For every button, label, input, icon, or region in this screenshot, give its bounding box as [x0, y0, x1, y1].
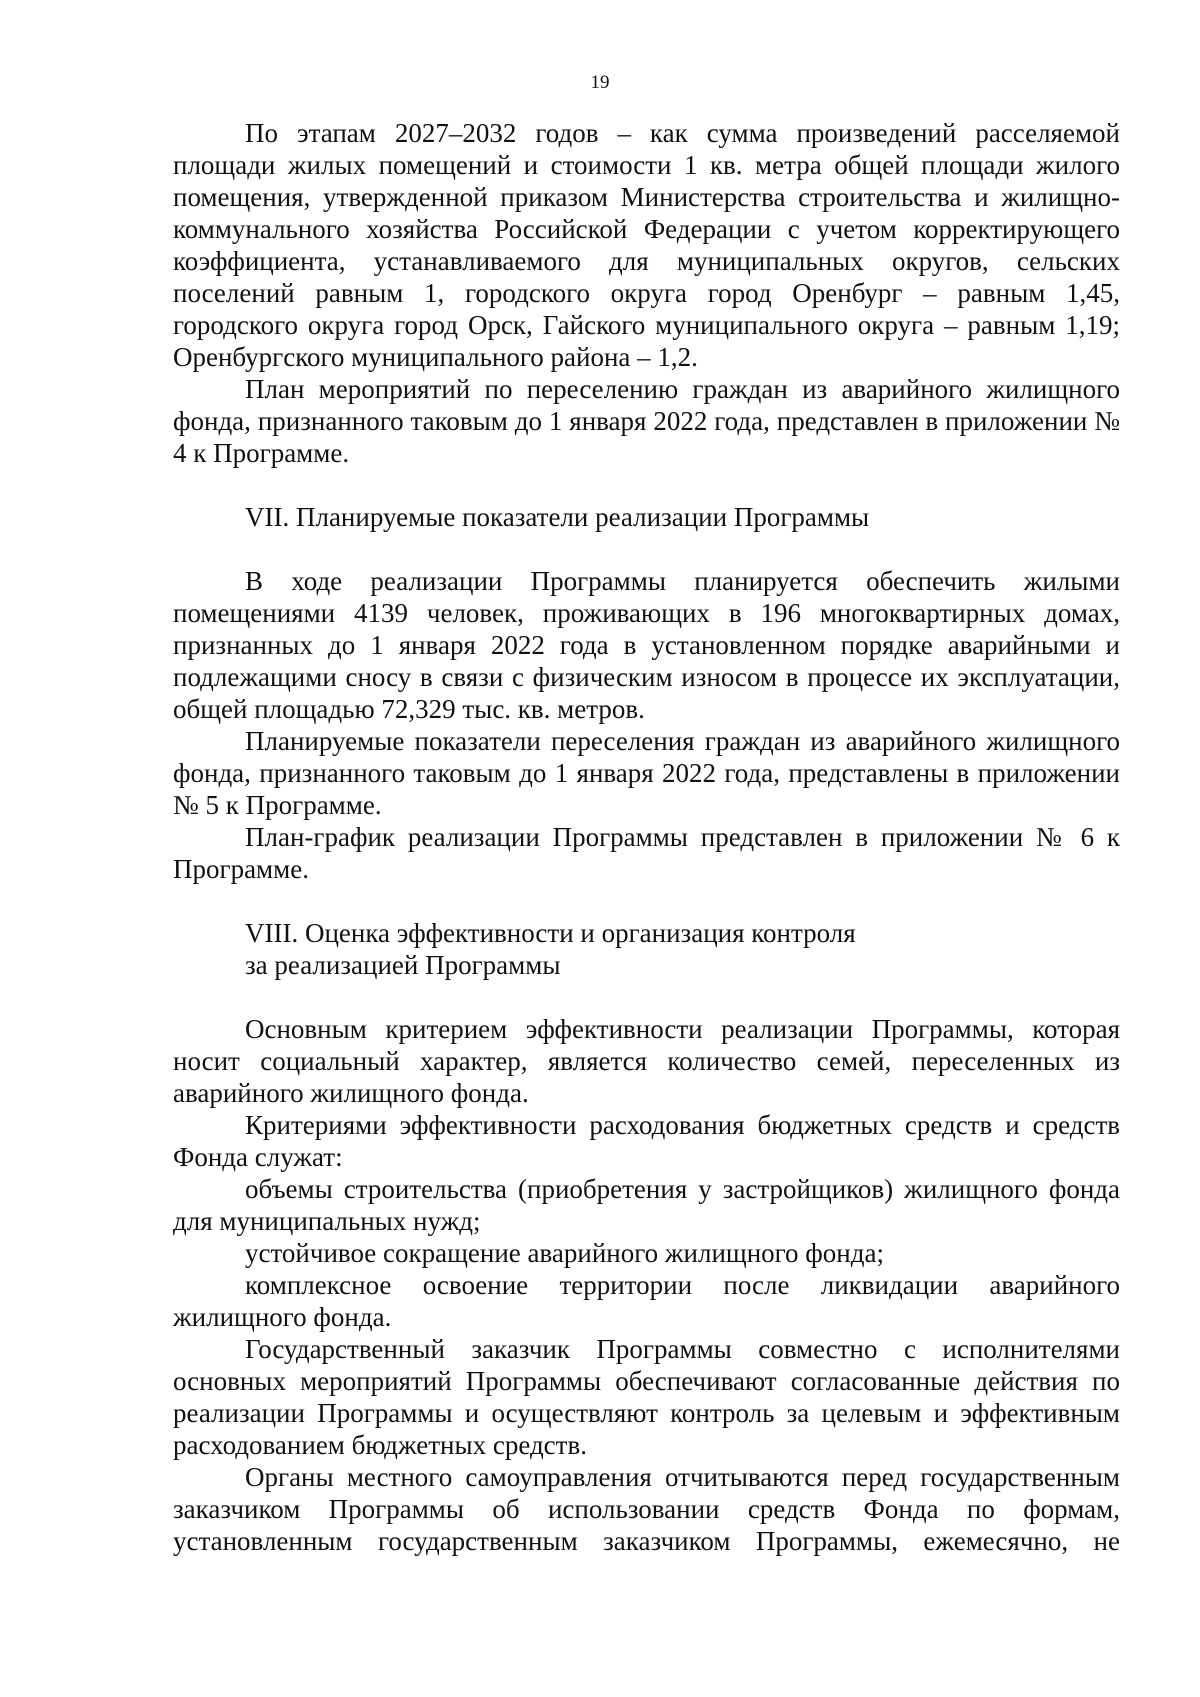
document-body — [173, 117, 1120, 1557]
section-8-title-line-2: за реализацией Программы — [245, 950, 561, 980]
section-7-title: VII. Планируемые показатели реализации Программы — [245, 502, 870, 532]
page-number: 19 — [590, 72, 610, 93]
paragraph-efficiency-criteria: Критериями эффективности расходования бюджетных средств и средств Фонда служат: — [173, 1110, 1120, 1172]
paragraph-local-government: Органы местного самоуправления отчитываются перед государственным заказчиком Программы об использовании средств Фонда по формам, установленным государственным заказчиком Программы, ежемесячно, не — [173, 1462, 1120, 1556]
paragraph-reduction: устойчивое сокращение аварийного жилищного фонда; — [245, 1238, 884, 1268]
paragraph-planned-indicators: Планируемые показатели переселения граждан из аварийного жилищного фонда, признанного таковым до 1 января 2022 года, представлены в приложении № 5 к Программе. — [173, 726, 1120, 820]
paragraph-resettlement-plan: План мероприятий по переселению граждан из аварийного жилищного фонда, признанного таковым до 1 января 2022 года, представлен в приложении № 4 к Программе. — [173, 374, 1120, 468]
paragraph-stage-cost: По этапам 2027–2032 годов – как сумма произведений расселяемой площади жилых помещений и стоимости 1 кв. метра общей площади жилого помещения, утвержденной приказом Министерства строительства и жилищно-коммунального хозяйства Российской Федерации с учетом корректирующего коэффициента, устанавливаемого для муниципальных округов, сельских поселений равным 1, городского округа город Оренбург – равным 1,45, городского округа город Орск, Гайского муниципального округа – равным 1,19; Оренбургского муниципального района – 1,2. — [173, 118, 1120, 372]
paragraph-planned-housing: В ходе реализации Программы планируется обеспечить жилыми помещениями 4139 человек, проживающих в 196 многоквартирных домах, признанных до 1 января 2022 года в установленном порядке аварийными и подлежащими сносу в связи с физическим износом в процессе их эксплуатации, общей площадью 72,329 тыс. кв. метров. — [173, 566, 1120, 724]
paragraph-territory-development: комплексное освоение территории после ликвидации аварийного жилищного фонда. — [173, 1270, 1120, 1332]
paragraph-main-criterion: Основным критерием эффективности реализации Программы, которая носит социальный характер, является количество семей, переселенных из аварийного жилищного фонда. — [173, 1014, 1120, 1108]
section-8-title-line-1: VIII. Оценка эффективности и организация контроля — [245, 918, 856, 948]
paragraph-state-customer: Государственный заказчик Программы совместно с исполнителями основных мероприятий Программы обеспечивают согласованные действия по реализации Программы и осуществляют контроль за целевым и эффективным расходованием бюджетных средств. — [173, 1334, 1120, 1460]
paragraph-schedule: План-график реализации Программы представлен в приложении № 6 к Программе. — [173, 822, 1120, 884]
paragraph-construction-volumes: объемы строительства (приобретения у застройщиков) жилищного фонда для муниципальных нужд; — [173, 1174, 1120, 1236]
